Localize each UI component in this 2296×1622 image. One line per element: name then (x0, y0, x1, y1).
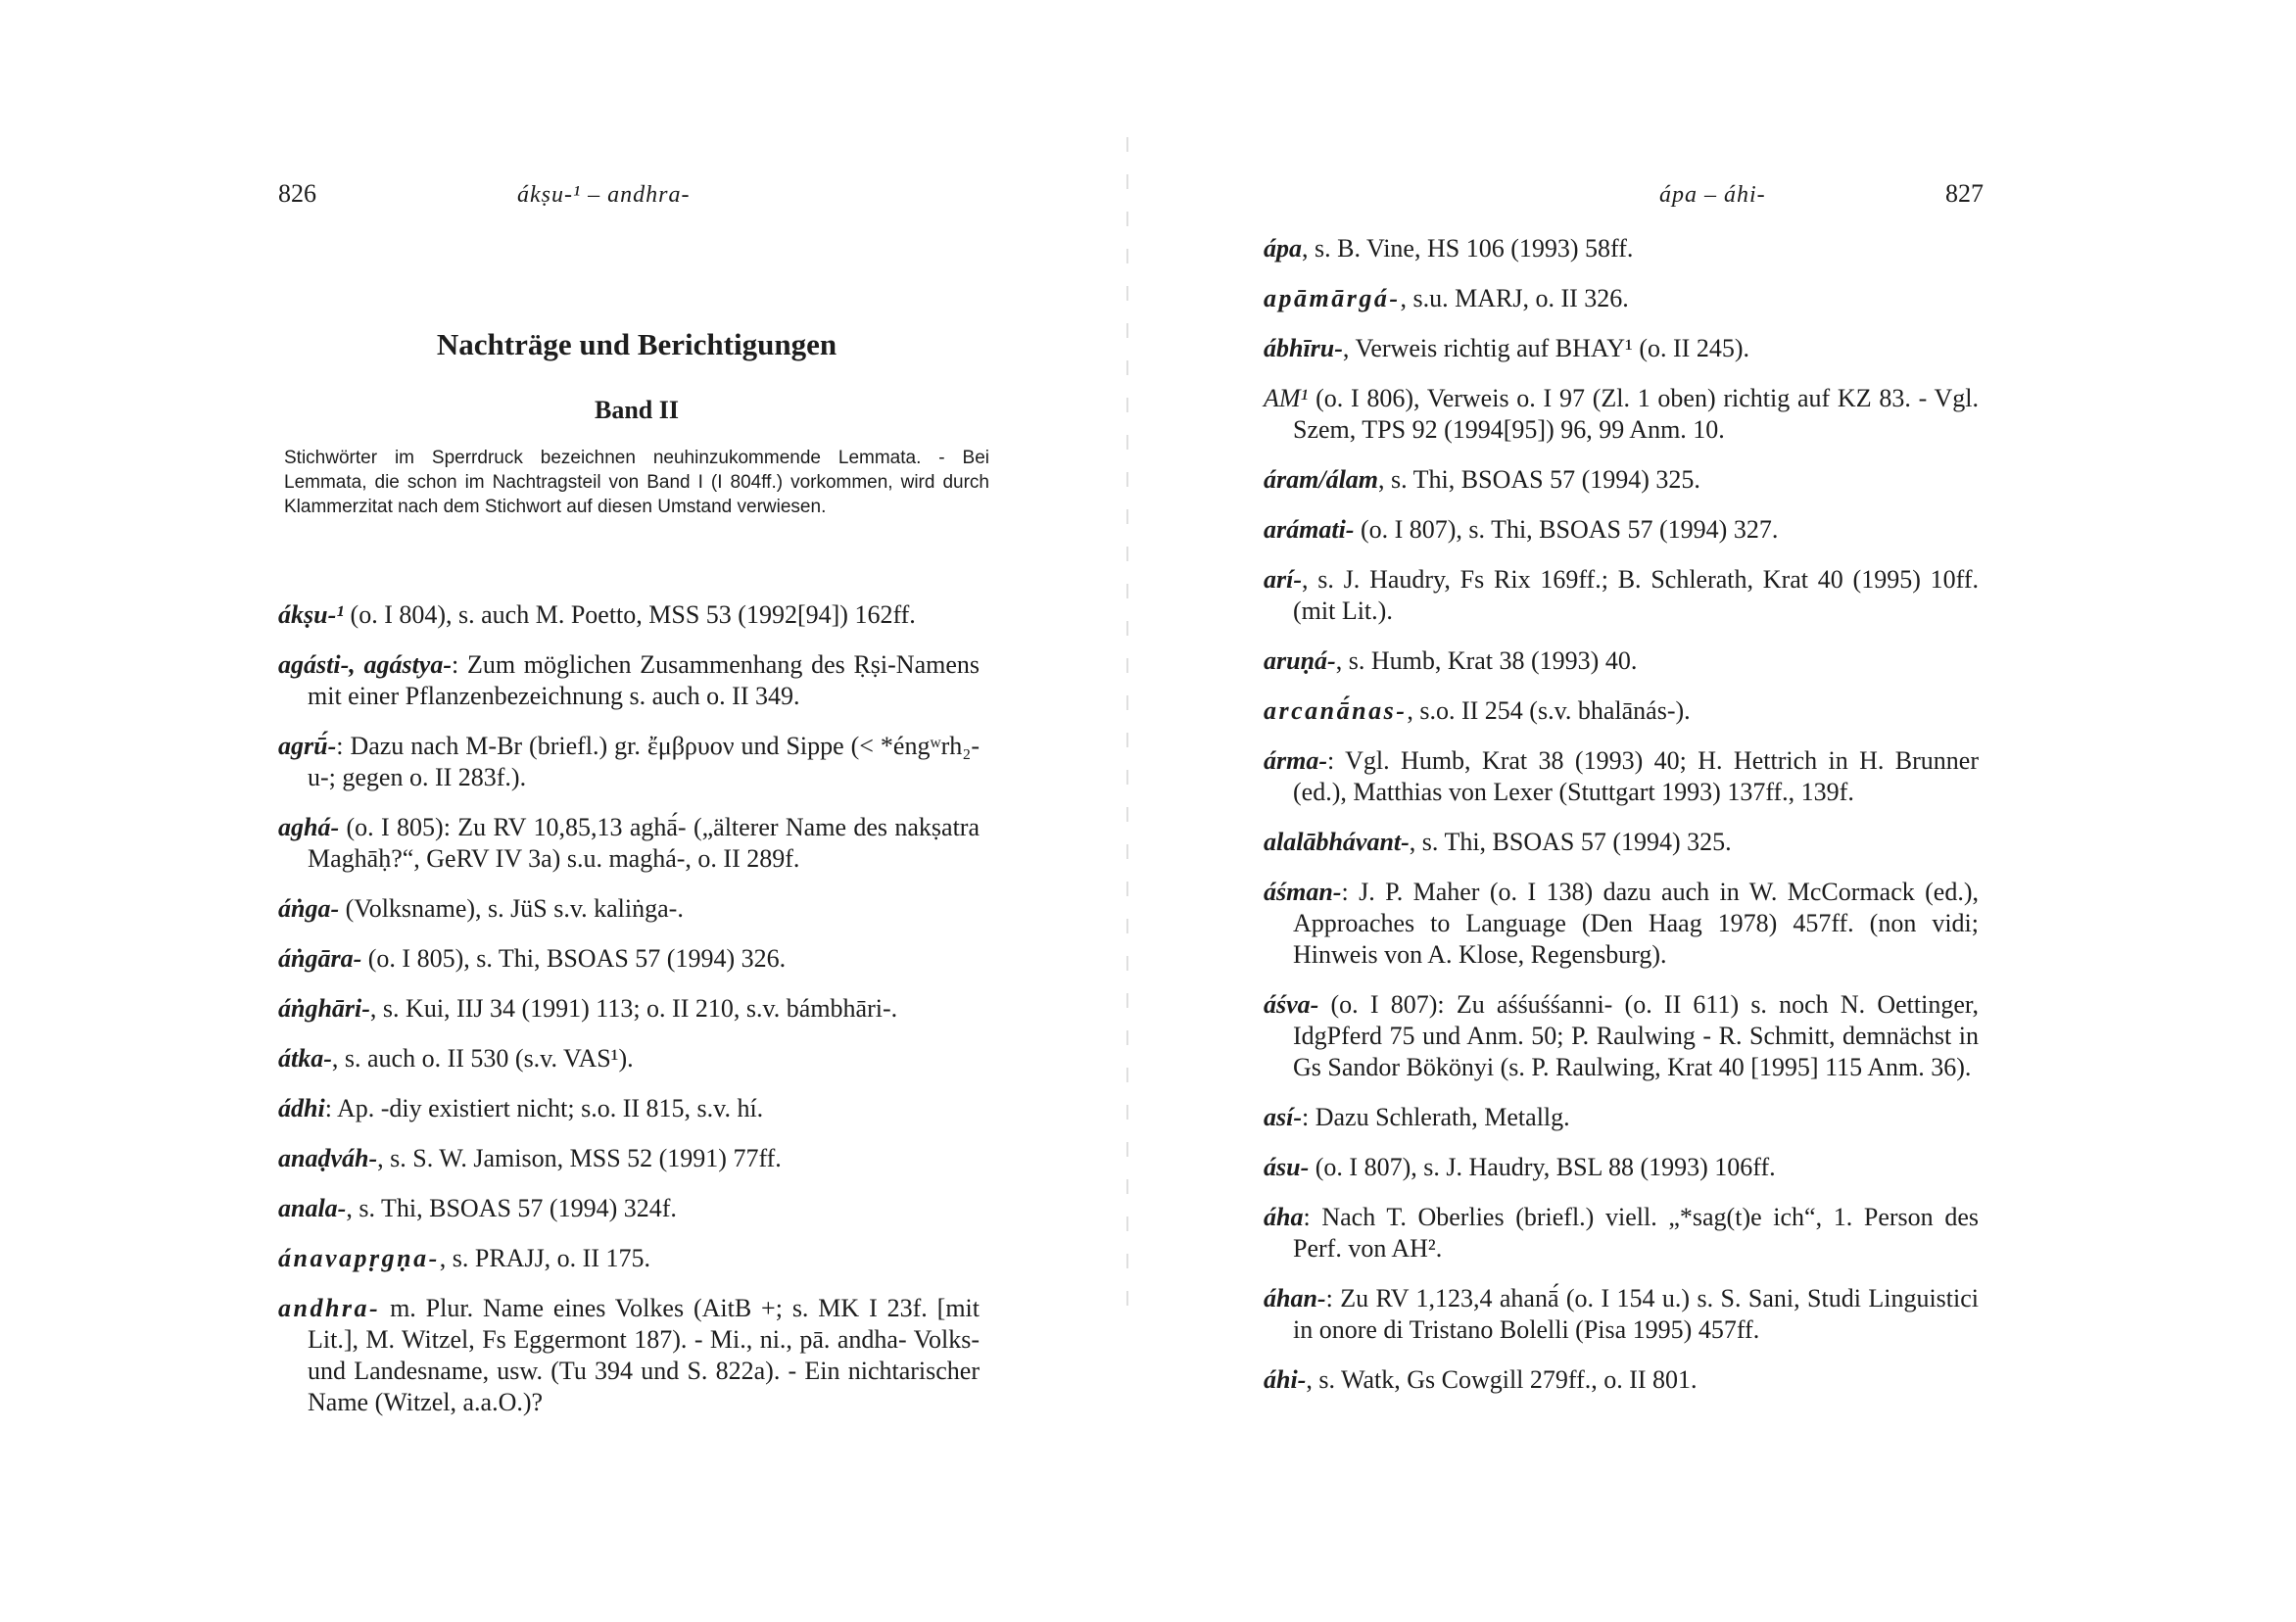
left-column (278, 599, 980, 1437)
dictionary-entry: áhan-: Zu RV 1,123,4 ahanā́ (o. I 154 u.) s. S. Sani, Studi Linguistici in onore di Tristano Bolelli (Pisa 1995) 457ff. (1264, 1284, 1979, 1344)
dictionary-entry: ánavapṛgṇa-, s. PRAJJ, o. II 175. (278, 1244, 650, 1272)
dictionary-entry: arcanā́nas-, s.o. II 254 (s.v. bhalānás-). (1264, 696, 1691, 725)
dictionary-entry: áśman-: J. P. Maher (o. I 138) dazu auch in W. McCormack (ed.), Approaches to Language (Den Haag 1978) 457ff. (non vidi; Hinweis von A. Klose, Regensburg). (1264, 878, 1979, 969)
dictionary-entry: aghá- (o. I 805): Zu RV 10,85,13 aghā́- („älterer Name des nakṣatra Maghāḥ?“, GeRV IV 3a) s.u. maghá-, o. II 289f. (278, 813, 980, 873)
dictionary-entry: AM¹ (o. I 806), Verweis o. I 97 (Zl. 1 oben) richtig auf KZ 83. - Vgl. Szem, TPS 92 (1994[95]) 96, 99 Anm. 10. (1264, 384, 1979, 444)
section-title: Nachträge und Berichtigungen (436, 327, 837, 361)
running-head-right: ápa – áhi- (1659, 182, 1766, 208)
dictionary-entry: átka-, s. auch o. II 530 (s.v. VAS¹). (278, 1044, 634, 1073)
dictionary-entry: así-: Dazu Schlerath, Metallg. (1264, 1103, 1570, 1131)
intro-paragraph: Stichwörter im Sperrdruck bezeichnen neuhinzukommende Lemmata. - Bei Lemmata, die schon im Nachtragsteil von Band I (I 804ff.) vorkommen, wird durch Klammerzitat nach dem Stichwort auf diesen Umstand verwiesen. (284, 448, 989, 517)
running-head-left: ákṣu-¹ – andhra- (517, 182, 691, 208)
dictionary-entry: áṅga- (Volksname), s. JüS s.v. kaliṅga-. (278, 894, 684, 923)
dictionary-entry: ákṣu-¹ (o. I 804), s. auch M. Poetto, MSS 53 (1992[94]) 162ff. (278, 600, 916, 629)
dictionary-entry: agrū́-: Dazu nach M-Br (briefl.) gr. ἔμβρυον und Sippe (< *éngʷrh₂-u-; gegen o. II 283f.). (278, 732, 980, 791)
dictionary-entry: agásti-, agástya-: Zum möglichen Zusammenhang des Ṛṣi-Namens mit einer Pflanzenbezeichnung s. auch o. II 349. (278, 650, 980, 710)
dictionary-entry: áha: Nach T. Oberlies (briefl.) viell. „*sag(t)e ich“, 1. Person des Perf. von AH². (1264, 1203, 1979, 1263)
dictionary-entry: ábhīru-, Verweis richtig auf BHAY¹ (o. II 245). (1264, 334, 1749, 362)
dictionary-entry: anaḍváh-, s. S. W. Jamison, MSS 52 (1991) 77ff. (278, 1144, 782, 1172)
page-gutter (1126, 137, 1128, 1312)
dictionary-entry: arí-, s. J. Haudry, Fs Rix 169ff.; B. Schlerath, Krat 40 (1995) 10ff. (mit Lit.). (1264, 565, 1979, 625)
dictionary-entry: aruṇá-, s. Humb, Krat 38 (1993) 40. (1264, 646, 1638, 675)
right-column (1264, 233, 1979, 1414)
dictionary-entry: andhra- m. Plur. Name eines Volkes (AitB +; s. MK I 23f. [mit Lit.], M. Witzel, Fs Eggermont 187). - Mi., ni., pā. andha- Volks- und Landesname, usw. (Tu 394 und S. 822a). - Ein nichtarischer Name (Witzel, a.a.O.)? (278, 1294, 980, 1416)
dictionary-entry: áram/álam, s. Thi, BSOAS 57 (1994) 325. (1264, 465, 1700, 494)
dictionary-entry: ádhi: Ap. -diy existiert nicht; s.o. II 815, s.v. hí. (278, 1094, 764, 1122)
page-number-right: 827 (1945, 179, 1984, 208)
dictionary-entry: ásu- (o. I 807), s. J. Haudry, BSL 88 (1993) 106ff. (1264, 1153, 1776, 1181)
dictionary-entry: áṅghāri-, s. Kui, IIJ 34 (1991) 113; o. II 210, s.v. bámbhāri-. (278, 994, 898, 1023)
dictionary-entry: áśva- (o. I 807): Zu aśśuśśanni- (o. II 611) s. noch N. Oettinger, IdgPferd 75 und Anm. 50; P. Raulwing - R. Schmitt, demnächst in Gs Sandor Bökönyi (s. P. Raulwing, Krat 40 [1995] 115 Anm. 36). (1264, 990, 1979, 1081)
section-subtitle: Band II (595, 396, 679, 424)
dictionary-entry: árma-: Vgl. Humb, Krat 38 (1993) 40; H. Hettrich in H. Brunner (ed.), Matthias von Lexer (Stuttgart 1993) 137ff., 139f. (1264, 746, 1979, 806)
dictionary-entry: áṅgāra- (o. I 805), s. Thi, BSOAS 57 (1994) 326. (278, 944, 787, 973)
dictionary-entry: alalābhávant-, s. Thi, BSOAS 57 (1994) 325. (1264, 828, 1732, 856)
page-number-left: 826 (278, 179, 316, 208)
dictionary-entry: ápa, s. B. Vine, HS 106 (1993) 58ff. (1264, 234, 1634, 262)
dictionary-entry: apāmārgá-, s.u. MARJ, o. II 326. (1264, 284, 1629, 312)
dictionary-entry: anala-, s. Thi, BSOAS 57 (1994) 324f. (278, 1194, 677, 1222)
dictionary-entry: arámati- (o. I 807), s. Thi, BSOAS 57 (1994) 327. (1264, 515, 1779, 544)
dictionary-entry: áhi-, s. Watk, Gs Cowgill 279ff., o. II 801. (1264, 1365, 1698, 1394)
